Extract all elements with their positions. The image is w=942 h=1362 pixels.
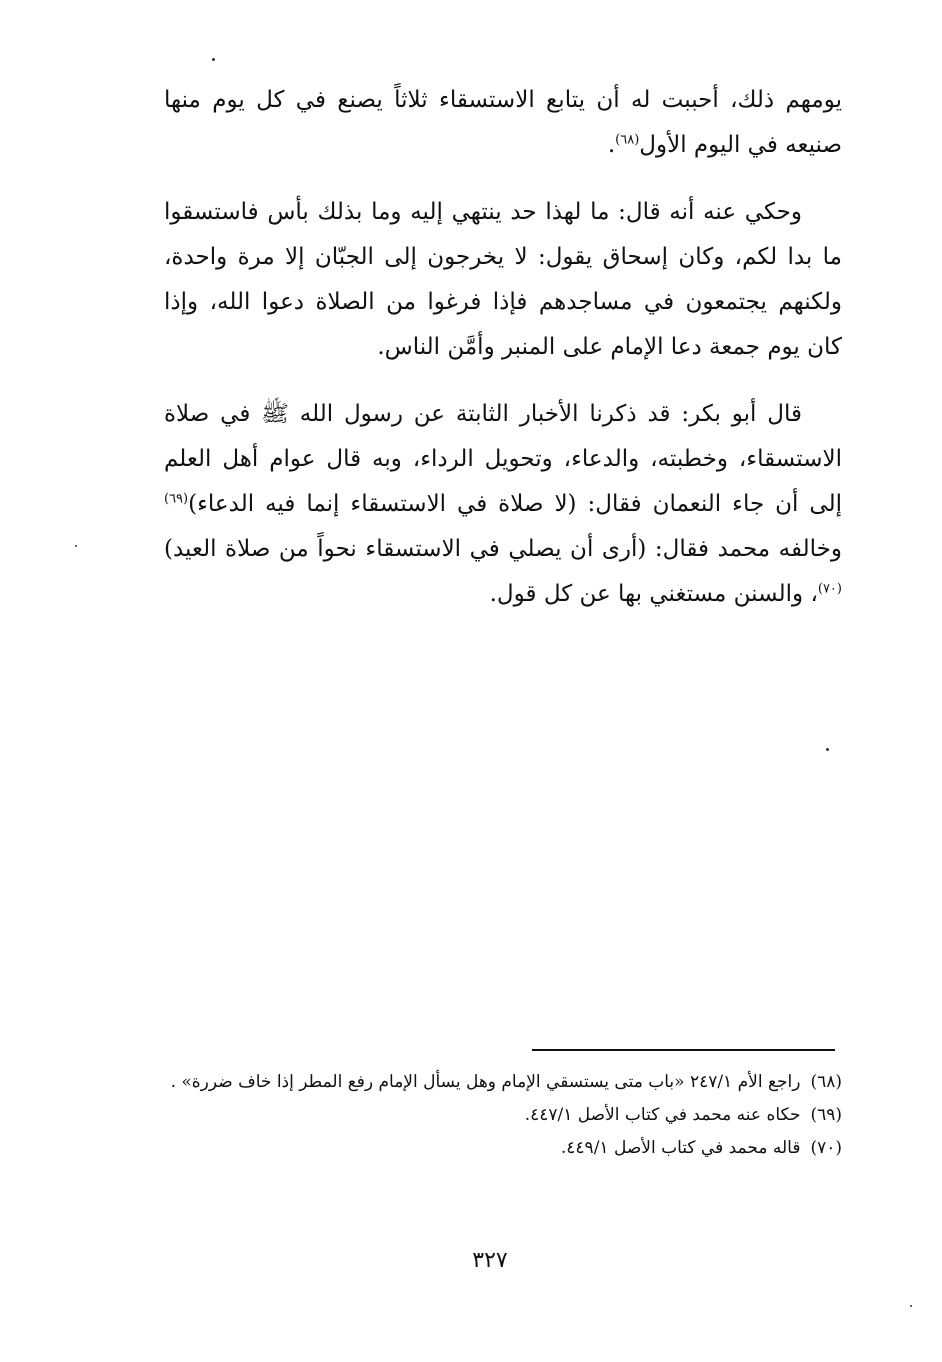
footnote-number: (٦٨) — [810, 1072, 842, 1092]
paragraph-text: وخالفه محمد فقال: (أرى أن يصلي في الاستسقاء نحواً من صلاة العيد) — [164, 536, 842, 562]
main-text — [164, 78, 842, 639]
paragraph-text: وحكي عنه أنه قال: ما لهذا حد ينتهي إليه وما بذلك بأس فاستسقوا ما بدا لكم، وكان إسحاق يقول: لا يخرجون إلى الجبّان إلا مرة واحدة، ولكنهم يجتمعون في مساجدهم فإذا فرغوا من الصلاة دعوا الله، وإذا كان يوم جمعة دعا الإمام على المنبر وأمَّن الناس. — [164, 199, 842, 360]
footnote-number: (٧٠) — [810, 1138, 842, 1158]
footnotes-section — [166, 1066, 842, 1165]
footnote-69 — [166, 1099, 842, 1132]
paragraph-text: يومهم ذلك، أحببت له أن يتابع الاستسقاء ثلاثاً يصنع في كل يوم منها صنيعه في اليوم الأول — [164, 87, 842, 158]
page-number: ٣٢٧ — [472, 1248, 508, 1273]
footnote-text: قاله محمد في كتاب الأصل ٤٤٩/١. — [560, 1138, 801, 1158]
footnote-reference: (٧٠) — [817, 581, 842, 597]
paragraph-3 — [164, 392, 842, 617]
footnote-70 — [166, 1132, 842, 1165]
footnote-text: راجع الأم ٢٤٧/١ «باب متى يستسقي الإمام وهل يسأل الإمام رفع المطر إذا خاف ضررة» . — [170, 1072, 801, 1092]
paragraph-text: ، والسنن مستغني بها عن كل قول. — [489, 581, 818, 607]
paragraph-text: قال أبو بكر: قد ذكرنا الأخبار الثابتة عن رسول الله ﷺ في صلاة الاستسقاء، وخطبته، والدعاء، وتحويل الرداء، وبه قال عوام أهل العلم إلى أن جاء النعمان فقال: (لا صلاة في الاستسقاء إنما فيه الدعاء) — [164, 401, 842, 517]
scan-speck — [910, 1305, 912, 1307]
footnote-reference: (٦٩) — [164, 491, 189, 507]
scan-speck — [75, 545, 77, 547]
scan-speck — [826, 748, 829, 751]
paragraph-text: . — [607, 132, 616, 158]
paragraph-2 — [164, 190, 842, 370]
footnote-reference: (٦٨) — [615, 132, 640, 148]
footnote-divider — [532, 1049, 835, 1051]
scan-speck — [212, 58, 215, 61]
footnote-text: حكاه عنه محمد في كتاب الأصل ٤٤٧/١. — [524, 1105, 801, 1125]
paragraph-1 — [164, 78, 842, 168]
footnote-number: (٦٩) — [810, 1105, 842, 1125]
footnote-68 — [166, 1066, 842, 1099]
